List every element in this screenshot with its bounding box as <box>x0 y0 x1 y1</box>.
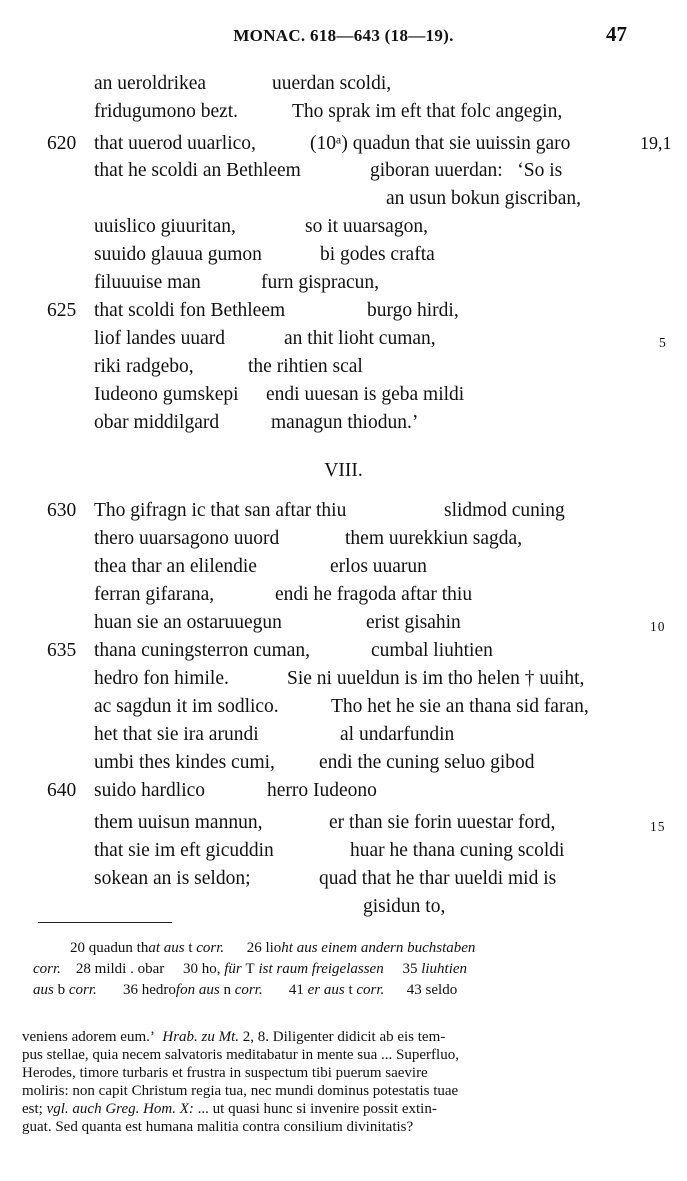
apparatus-note: corr. <box>234 982 263 998</box>
footnote-rule <box>38 922 172 923</box>
verse-second-half: giboran uuerdan: ‘So is <box>370 160 563 181</box>
verse-first-half: liof landes uuard <box>94 328 226 349</box>
apparatus-note: ist raum freigelassen <box>258 961 384 977</box>
verse-second-half: burgo hirdi, <box>367 300 459 321</box>
verse-second-half: managun thiodun.’ <box>271 412 419 433</box>
verse-second-half: endi he fragoda aftar thiu <box>275 584 473 605</box>
apparatus-entry: 20 quadun th <box>70 940 149 956</box>
margin-line-number: 5 <box>659 335 667 350</box>
commentary-text: ... ut quasi hunc si invenire possit extin- <box>197 1101 437 1117</box>
commentary-text: veniens adorem eum.’ <box>22 1029 155 1045</box>
verse-first-half: that he scoldi an Bethleem <box>94 160 301 181</box>
verse-second-half: endi uuesan is geba mildi <box>266 384 465 405</box>
apparatus-entry: n <box>223 982 231 998</box>
commentary-line-1 <box>22 1029 445 1046</box>
commentary-line-4: moliris: non capit Christum regia tua, nec mundi dominus potestatis tuae <box>22 1083 459 1099</box>
verse-first-half: that sie im eft gicuddin <box>94 840 274 861</box>
verse-second-half: Sie ni uueldun is im tho helen † uuiht, <box>287 668 585 689</box>
apparatus-entry: T <box>245 961 255 977</box>
verse-first-half: that scoldi fon Bethleem <box>94 300 286 321</box>
verse-second-half: slidmod cuning <box>444 500 565 521</box>
verse-first-half: obar middilgard <box>94 412 220 433</box>
apparatus-note: liuhtien <box>421 961 468 977</box>
apparatus-note: ht aus einem andern buchstaben <box>281 940 476 956</box>
apparatus-line-3 <box>33 982 457 999</box>
commentary-line-5 <box>22 1101 437 1118</box>
apparatus-entry: 28 mildi . obar <box>75 961 165 977</box>
verse-second-half: furn gispracun, <box>261 272 380 293</box>
apparatus-note: at aus <box>148 940 185 956</box>
verse-first-half: suido hardlico <box>94 780 206 801</box>
commentary-citation: vgl. auch Greg. Hom. X: <box>46 1101 194 1117</box>
verse-first-half: fridugumono bezt. <box>94 101 239 122</box>
commentary-citation: Hrab. zu Mt. <box>162 1029 240 1045</box>
verse-first-half: suuido glauua gumon <box>94 244 262 265</box>
verse-second-half: Tho het he sie an thana sid faran, <box>331 696 589 717</box>
section-heading: VIII. <box>324 460 363 481</box>
verse-first-half: umbi thes kindes cumi, <box>94 752 275 773</box>
verse-first-half: Tho gifragn ic that san aftar thiu <box>94 500 347 521</box>
page-number: 47 <box>606 22 627 46</box>
source-verse-ref: 19,1 <box>640 133 672 153</box>
commentary-text: 2, 8. Diligenter didicit ab eis tem- <box>242 1029 446 1045</box>
header-title: MONAC. 618—643 (18—19). <box>233 26 454 45</box>
apparatus-entry: 26 lio <box>246 940 282 956</box>
apparatus-note: corr. <box>196 940 225 956</box>
margin-line-number: 10 <box>650 619 666 634</box>
verse-second-half: an usun bokun giscriban, <box>386 188 581 209</box>
apparatus-note: corr. <box>33 961 61 977</box>
verse-first-half: filuuuise man <box>94 272 201 293</box>
commentary-line-2: pus stellae, quia necem salvatoris meditabatur in mente sua ... Superfluo, <box>22 1047 459 1063</box>
verse-first-half: hedro fon himile. <box>94 668 229 689</box>
apparatus-entry: 41 <box>288 982 304 998</box>
verse-second-half: endi the cuning seluo gibod <box>319 752 535 773</box>
apparatus-entry: t <box>348 982 353 998</box>
verse-second-half: (10ᵃ) quadun that sie uuissin garo <box>310 133 571 154</box>
verse-second-half: bi godes crafta <box>320 244 435 265</box>
verse-first-half: thana cuningsterron cuman, <box>94 640 311 661</box>
apparatus-entry: 36 hedro <box>123 982 176 998</box>
verse-second-half: cumbal liuhtien <box>371 640 493 661</box>
commentary-line-3: Herodes, timore turbaris et frustra in suspectum tibi puerum saevire <box>22 1065 428 1081</box>
verse-second-half: erlos uuarun <box>330 556 427 577</box>
verse-first-half: uuislico giuuritan, <box>94 216 236 237</box>
verse-first-half: het that sie ira arundi <box>94 724 259 745</box>
apparatus-note: corr. <box>356 982 385 998</box>
verse-first-half: huan sie an ostaruuegun <box>94 612 282 633</box>
commentary-text: est; <box>22 1101 43 1117</box>
verse-second-half: huar he thana cuning scoldi <box>350 840 565 861</box>
line-number: 640 <box>47 780 77 801</box>
apparatus-note: er aus <box>307 982 345 998</box>
verse-second-half: them uurekkiun sagda, <box>345 528 523 549</box>
apparatus-line-1 <box>70 940 475 957</box>
verse-first-half: riki radgebo, <box>94 356 194 377</box>
verse-second-half: Tho sprak im eft that folc angegin, <box>292 101 563 122</box>
verse-first-half: thea thar an elilendie <box>94 556 257 577</box>
verse-second-half: an thit lioht cuman, <box>284 328 436 349</box>
apparatus-entry: 30 ho, <box>183 961 221 977</box>
line-number: 630 <box>47 500 77 521</box>
line-number: 625 <box>47 300 77 321</box>
apparatus-note: corr. <box>68 982 97 998</box>
verse-second-half: herro Iudeono <box>267 780 377 801</box>
apparatus-entry: t <box>184 940 197 956</box>
apparatus-entry: b <box>57 982 66 998</box>
apparatus-note: aus <box>33 982 54 998</box>
line-number: 635 <box>47 640 77 661</box>
verse-first-half: ferran gifarana, <box>94 584 215 605</box>
line-number: 620 <box>47 133 77 154</box>
verse-first-half: them uuisun mannun, <box>94 812 263 833</box>
verse-second-half: the rihtien scal <box>248 356 363 377</box>
apparatus-entry: 35 <box>402 961 418 977</box>
verse-second-half: al undarfundin <box>340 724 455 745</box>
margin-line-number: 15 <box>650 819 666 834</box>
apparatus-entry: 43 seldo <box>406 982 458 998</box>
apparatus-note: für <box>224 961 242 977</box>
verse-second-half: uuerdan scoldi, <box>272 73 392 94</box>
commentary-line-6: guat. Sed quanta est humana malitia contra consilium divinitatis? <box>22 1119 414 1135</box>
verse-first-half: thero uuarsagono uuord <box>94 528 280 549</box>
verse-first-half: sokean an is seldon; <box>94 868 251 889</box>
apparatus-line-2 <box>33 961 467 978</box>
apparatus-note: fon aus <box>175 982 220 998</box>
verse-second-half: erist gisahin <box>366 612 461 633</box>
verse-first-half: Iudeono gumskepi <box>94 384 239 405</box>
verse-first-half: that uuerod uuarlico, <box>94 133 256 154</box>
verse-second-half: er than sie forin uuestar ford, <box>329 812 556 833</box>
verse-first-half: ac sagdun it im sodlico. <box>94 696 279 717</box>
verse-first-half: an ueroldrikea <box>94 73 207 94</box>
verse-second-half: quad that he thar uueldi mid is <box>319 868 557 889</box>
verse-second-half: so it uuarsagon, <box>305 216 428 237</box>
verse-second-half: gisidun to, <box>363 896 446 917</box>
